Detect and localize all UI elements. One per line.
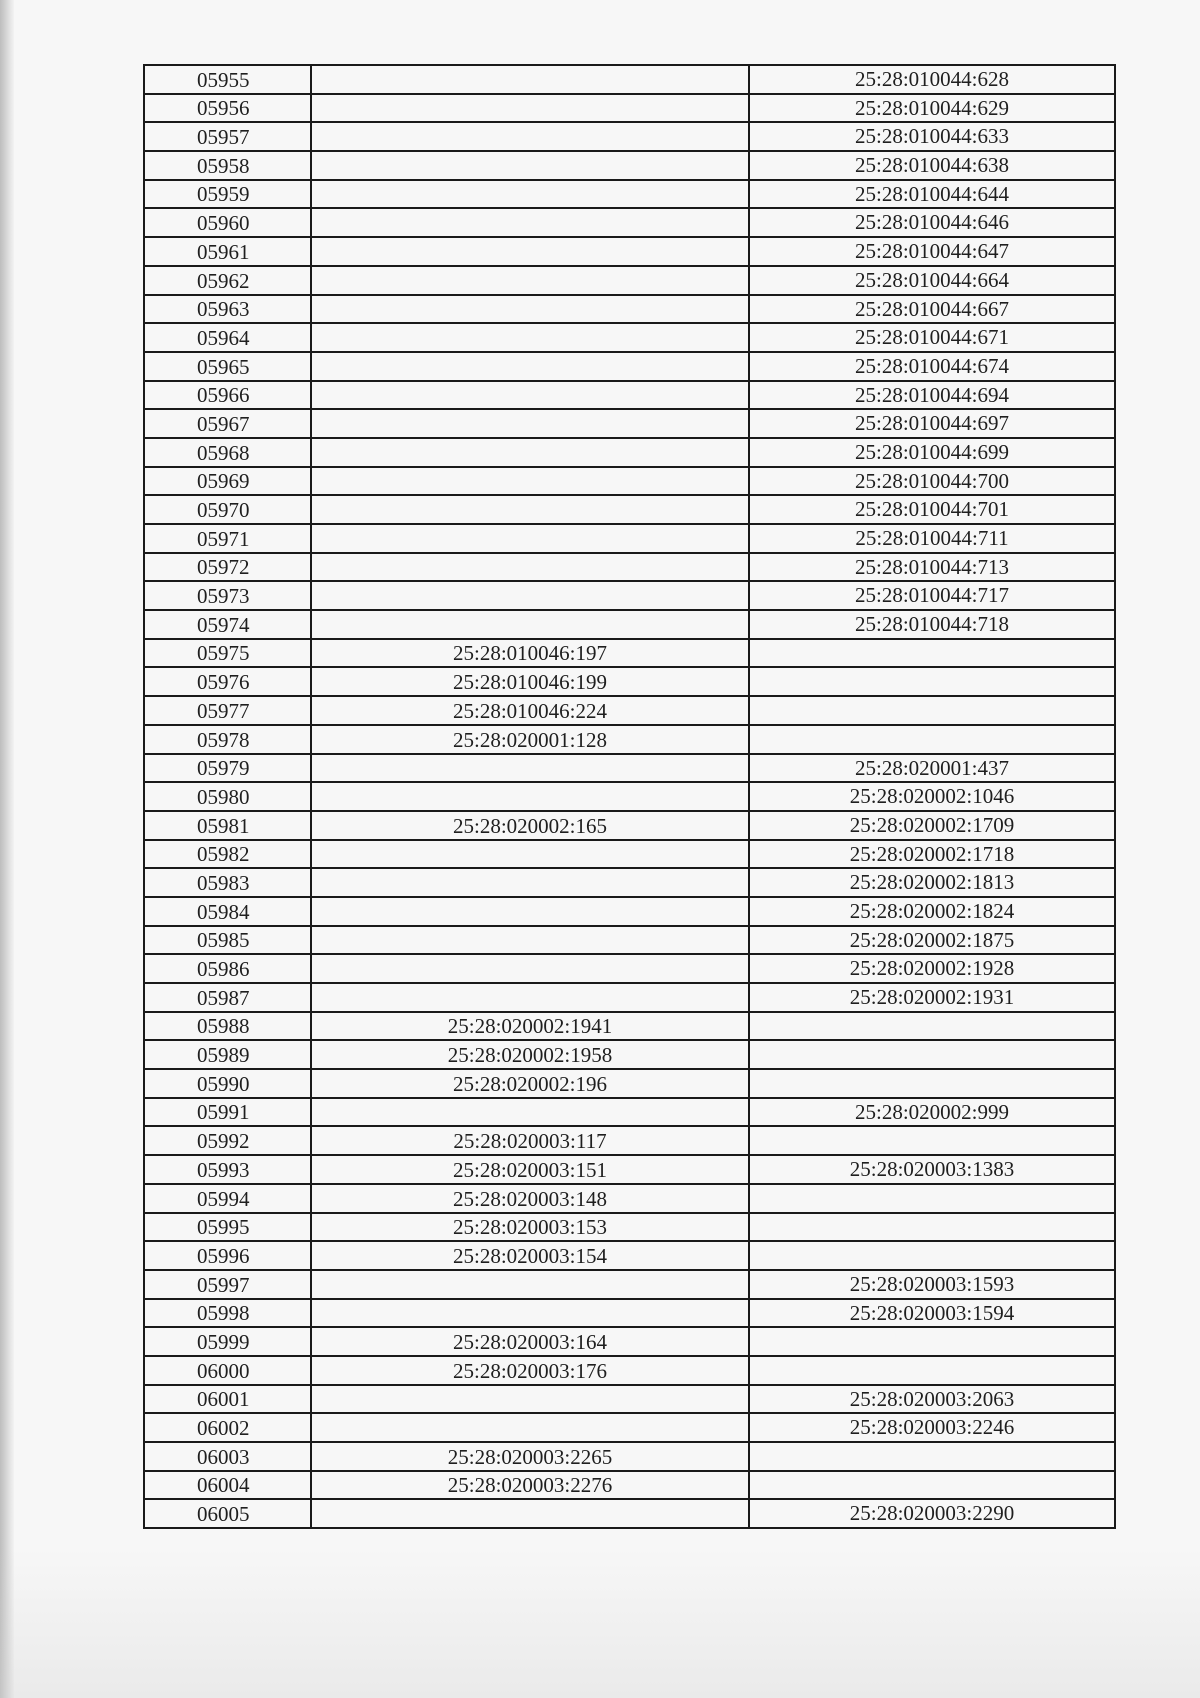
cadastral-number-cell-right [749, 1356, 1115, 1385]
cadastral-number-cell-left [311, 151, 749, 180]
row-number-cell: 05994 [144, 1184, 311, 1213]
table-row [144, 1499, 1115, 1528]
table-row [144, 667, 1115, 696]
table-row [144, 725, 1115, 754]
row-number-cell: 06004 [144, 1471, 311, 1500]
cadastral-number-cell-left: 25:28:020003:151 [311, 1155, 749, 1184]
cadastral-number-cell-right: 25:28:010044:700 [749, 467, 1115, 496]
row-number-cell: 06005 [144, 1499, 311, 1528]
cadastral-number-cell-right [749, 1327, 1115, 1356]
cadastral-number-cell-left [311, 1299, 749, 1328]
cadastral-number-cell-left [311, 983, 749, 1012]
table-row [144, 323, 1115, 352]
cadastral-number-cell-left [311, 840, 749, 869]
cadastral-number-cell-right: 25:28:020003:2290 [749, 1499, 1115, 1528]
cadastral-number-cell-right: 25:28:010044:638 [749, 151, 1115, 180]
cadastral-number-cell-left: 25:28:010046:197 [311, 639, 749, 668]
cadastral-number-cell-right: 25:28:020002:1046 [749, 782, 1115, 811]
cadastral-number-cell-right: 25:28:020002:1931 [749, 983, 1115, 1012]
row-number-cell: 05967 [144, 409, 311, 438]
cadastral-number-cell-right [749, 1241, 1115, 1270]
cadastral-number-table [143, 64, 1116, 1529]
cadastral-number-cell-left [311, 1413, 749, 1442]
table-row [144, 1184, 1115, 1213]
row-number-cell: 05978 [144, 725, 311, 754]
row-number-cell: 05964 [144, 323, 311, 352]
row-number-cell: 05990 [144, 1069, 311, 1098]
row-number-cell: 05976 [144, 667, 311, 696]
cadastral-number-cell-left [311, 237, 749, 266]
row-number-cell: 05983 [144, 868, 311, 897]
cadastral-number-cell-left: 25:28:020003:164 [311, 1327, 749, 1356]
table-row [144, 1040, 1115, 1069]
row-number-cell: 05989 [144, 1040, 311, 1069]
row-number-cell: 05991 [144, 1098, 311, 1127]
row-number-cell: 05982 [144, 840, 311, 869]
cadastral-number-cell-left [311, 610, 749, 639]
table-row [144, 1413, 1115, 1442]
cadastral-number-cell-left [311, 868, 749, 897]
cadastral-number-cell-right [749, 1442, 1115, 1471]
row-number-cell: 05997 [144, 1270, 311, 1299]
cadastral-number-cell-left [311, 467, 749, 496]
row-number-cell: 05984 [144, 897, 311, 926]
scan-bottom-shade [0, 1548, 1200, 1698]
table-row [144, 495, 1115, 524]
cadastral-number-cell-left [311, 553, 749, 582]
cadastral-number-cell-right: 25:28:020002:1709 [749, 811, 1115, 840]
row-number-cell: 05971 [144, 524, 311, 553]
cadastral-number-cell-left [311, 495, 749, 524]
cadastral-number-cell-right: 25:28:010044:667 [749, 295, 1115, 324]
row-number-cell: 06002 [144, 1413, 311, 1442]
row-number-cell: 05973 [144, 581, 311, 610]
row-number-cell: 05998 [144, 1299, 311, 1328]
cadastral-number-cell-right [749, 667, 1115, 696]
cadastral-number-cell-left: 25:28:020003:176 [311, 1356, 749, 1385]
table-row [144, 180, 1115, 209]
row-number-cell: 05992 [144, 1126, 311, 1155]
row-number-cell: 05980 [144, 782, 311, 811]
cadastral-number-cell-right: 25:28:010044:629 [749, 94, 1115, 123]
cadastral-number-cell-left: 25:28:010046:224 [311, 696, 749, 725]
table-row [144, 151, 1115, 180]
table-row [144, 926, 1115, 955]
cadastral-number-cell-right: 25:28:020003:2063 [749, 1385, 1115, 1414]
table-row [144, 409, 1115, 438]
table-row [144, 1385, 1115, 1414]
cadastral-number-cell-left [311, 295, 749, 324]
row-number-cell: 05995 [144, 1213, 311, 1242]
cadastral-number-cell-right: 25:28:020002:1813 [749, 868, 1115, 897]
table-body [144, 65, 1115, 1528]
cadastral-number-cell-right: 25:28:010044:671 [749, 323, 1115, 352]
table-row [144, 266, 1115, 295]
table-row [144, 352, 1115, 381]
row-number-cell: 05999 [144, 1327, 311, 1356]
row-number-cell: 05996 [144, 1241, 311, 1270]
table-row [144, 581, 1115, 610]
table-row [144, 954, 1115, 983]
row-number-cell: 05972 [144, 553, 311, 582]
cadastral-number-cell-right: 25:28:010044:699 [749, 438, 1115, 467]
row-number-cell: 05988 [144, 1012, 311, 1041]
table-row [144, 237, 1115, 266]
cadastral-number-cell-right: 25:28:010044:633 [749, 122, 1115, 151]
row-number-cell: 05958 [144, 151, 311, 180]
cadastral-number-cell-left [311, 323, 749, 352]
cadastral-number-cell-left [311, 381, 749, 410]
row-number-cell: 05966 [144, 381, 311, 410]
row-number-cell: 05962 [144, 266, 311, 295]
cadastral-number-cell-left [311, 208, 749, 237]
table-row [144, 1155, 1115, 1184]
cadastral-number-cell-right: 25:28:020002:1824 [749, 897, 1115, 926]
cadastral-number-cell-right: 25:28:010044:711 [749, 524, 1115, 553]
row-number-cell: 05974 [144, 610, 311, 639]
row-number-cell: 06001 [144, 1385, 311, 1414]
cadastral-number-cell-right: 25:28:020002:1928 [749, 954, 1115, 983]
row-number-cell: 05985 [144, 926, 311, 955]
row-number-cell: 06000 [144, 1356, 311, 1385]
cadastral-number-cell-right: 25:28:010044:713 [749, 553, 1115, 582]
table-row [144, 1098, 1115, 1127]
cadastral-number-cell-left [311, 352, 749, 381]
row-number-cell: 05956 [144, 94, 311, 123]
cadastral-number-cell-right: 25:28:020002:1875 [749, 926, 1115, 955]
cadastral-number-cell-right [749, 725, 1115, 754]
table-row [144, 811, 1115, 840]
cadastral-number-cell-left [311, 782, 749, 811]
cadastral-number-cell-left [311, 1270, 749, 1299]
table-row [144, 868, 1115, 897]
table-row [144, 1356, 1115, 1385]
cadastral-number-cell-left [311, 954, 749, 983]
cadastral-number-cell-right: 25:28:020002:1718 [749, 840, 1115, 869]
cadastral-number-cell-left: 25:28:020002:1941 [311, 1012, 749, 1041]
table-row [144, 467, 1115, 496]
row-number-cell: 05959 [144, 180, 311, 209]
table-row [144, 524, 1115, 553]
table-row [144, 782, 1115, 811]
cadastral-number-cell-left [311, 1098, 749, 1127]
cadastral-number-cell-right [749, 1069, 1115, 1098]
cadastral-number-cell-right: 25:28:020003:1594 [749, 1299, 1115, 1328]
row-number-cell: 06003 [144, 1442, 311, 1471]
cadastral-number-cell-left: 25:28:020003:117 [311, 1126, 749, 1155]
cadastral-number-cell-left [311, 266, 749, 295]
cadastral-number-cell-left: 25:28:020003:148 [311, 1184, 749, 1213]
cadastral-number-cell-left [311, 897, 749, 926]
cadastral-number-cell-left: 25:28:020003:154 [311, 1241, 749, 1270]
cadastral-number-cell-left: 25:28:020002:1958 [311, 1040, 749, 1069]
cadastral-number-cell-right: 25:28:010044:644 [749, 180, 1115, 209]
row-number-cell: 05968 [144, 438, 311, 467]
row-number-cell: 05986 [144, 954, 311, 983]
cadastral-number-cell-right [749, 639, 1115, 668]
row-number-cell: 05969 [144, 467, 311, 496]
row-number-cell: 05981 [144, 811, 311, 840]
table-row [144, 553, 1115, 582]
cadastral-number-cell-right: 25:28:020003:1593 [749, 1270, 1115, 1299]
row-number-cell: 05961 [144, 237, 311, 266]
table-row [144, 295, 1115, 324]
cadastral-number-cell-right: 25:28:010044:674 [749, 352, 1115, 381]
table-row [144, 1213, 1115, 1242]
cadastral-number-cell-right: 25:28:010044:628 [749, 65, 1115, 94]
row-number-cell: 05975 [144, 639, 311, 668]
table-row [144, 983, 1115, 1012]
cadastral-number-cell-right [749, 1471, 1115, 1500]
cadastral-number-cell-left [311, 65, 749, 94]
cadastral-number-cell-left [311, 926, 749, 955]
cadastral-number-cell-left [311, 1499, 749, 1528]
row-number-cell: 05977 [144, 696, 311, 725]
cadastral-number-cell-left: 25:28:020003:2276 [311, 1471, 749, 1500]
table-row [144, 1126, 1115, 1155]
cadastral-number-cell-left [311, 122, 749, 151]
table-row [144, 122, 1115, 151]
cadastral-number-cell-left [311, 524, 749, 553]
table-row [144, 381, 1115, 410]
table-row [144, 208, 1115, 237]
cadastral-number-cell-left [311, 754, 749, 783]
cadastral-number-cell-left [311, 581, 749, 610]
table-row [144, 897, 1115, 926]
table-row [144, 438, 1115, 467]
table-row [144, 754, 1115, 783]
table-row [144, 1012, 1115, 1041]
table-row [144, 639, 1115, 668]
table-row [144, 1327, 1115, 1356]
cadastral-number-cell-right [749, 1184, 1115, 1213]
cadastral-number-cell-left [311, 409, 749, 438]
table-row [144, 610, 1115, 639]
row-number-cell: 05987 [144, 983, 311, 1012]
cadastral-number-cell-right [749, 1040, 1115, 1069]
cadastral-number-cell-right: 25:28:010044:646 [749, 208, 1115, 237]
table-row [144, 1270, 1115, 1299]
cadastral-number-cell-left: 25:28:020003:2265 [311, 1442, 749, 1471]
row-number-cell: 05965 [144, 352, 311, 381]
cadastral-number-cell-right [749, 696, 1115, 725]
table-row [144, 696, 1115, 725]
cadastral-number-cell-left: 25:28:020001:128 [311, 725, 749, 754]
cadastral-number-cell-right: 25:28:010044:717 [749, 581, 1115, 610]
cadastral-number-cell-right: 25:28:010044:694 [749, 381, 1115, 410]
cadastral-number-cell-right: 25:28:020003:2246 [749, 1413, 1115, 1442]
row-number-cell: 05955 [144, 65, 311, 94]
table-row [144, 1471, 1115, 1500]
row-number-cell: 05970 [144, 495, 311, 524]
table-row [144, 94, 1115, 123]
cadastral-number-cell-right: 25:28:010044:697 [749, 409, 1115, 438]
row-number-cell: 05957 [144, 122, 311, 151]
table-row [144, 1241, 1115, 1270]
cadastral-number-cell-left: 25:28:020002:196 [311, 1069, 749, 1098]
cadastral-number-cell-left: 25:28:020003:153 [311, 1213, 749, 1242]
table-row [144, 1442, 1115, 1471]
table-row [144, 1069, 1115, 1098]
row-number-cell: 05963 [144, 295, 311, 324]
cadastral-number-cell-right: 25:28:010044:718 [749, 610, 1115, 639]
cadastral-number-cell-right: 25:28:010044:664 [749, 266, 1115, 295]
cadastral-number-cell-left: 25:28:020002:165 [311, 811, 749, 840]
cadastral-number-cell-right [749, 1213, 1115, 1242]
cadastral-number-cell-right: 25:28:020001:437 [749, 754, 1115, 783]
table-row [144, 840, 1115, 869]
cadastral-number-cell-right [749, 1126, 1115, 1155]
cadastral-number-cell-left: 25:28:010046:199 [311, 667, 749, 696]
table-row [144, 1299, 1115, 1328]
cadastral-number-cell-right: 25:28:010044:701 [749, 495, 1115, 524]
cadastral-number-cell-left [311, 438, 749, 467]
cadastral-number-cell-left [311, 1385, 749, 1414]
row-number-cell: 05960 [144, 208, 311, 237]
table-row [144, 65, 1115, 94]
cadastral-number-cell-right: 25:28:020002:999 [749, 1098, 1115, 1127]
cadastral-number-cell-left [311, 180, 749, 209]
scan-edge-shadow [0, 0, 14, 1698]
row-number-cell: 05979 [144, 754, 311, 783]
cadastral-number-cell-right [749, 1012, 1115, 1041]
cadastral-number-cell-right: 25:28:010044:647 [749, 237, 1115, 266]
cadastral-number-cell-right: 25:28:020003:1383 [749, 1155, 1115, 1184]
cadastral-number-cell-left [311, 94, 749, 123]
row-number-cell: 05993 [144, 1155, 311, 1184]
